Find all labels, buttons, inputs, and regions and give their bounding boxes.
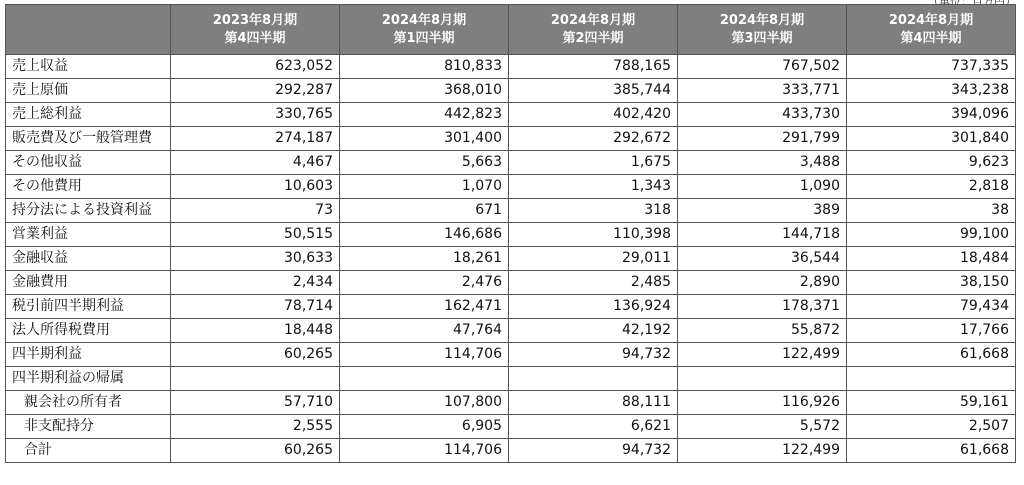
table-cell: 144,718 [678, 223, 847, 247]
table-cell: 333,771 [678, 79, 847, 103]
table-cell: 55,872 [678, 319, 847, 343]
table-cell: 292,672 [509, 127, 678, 151]
table-row [6, 367, 1016, 391]
row-label: 販売費及び一般管理費 [6, 127, 171, 151]
table-cell: 60,265 [171, 343, 340, 367]
row-label: その他費用 [6, 175, 171, 199]
table-cell: 2,818 [847, 175, 1016, 199]
table-cell: 3,488 [678, 151, 847, 175]
table-cell: 29,011 [509, 247, 678, 271]
table-cell: 2,476 [340, 271, 509, 295]
table-cell: 292,287 [171, 79, 340, 103]
table-row [6, 103, 1016, 127]
table-cell: 38,150 [847, 271, 1016, 295]
table-cell: 107,800 [340, 391, 509, 415]
table-cell: 10,603 [171, 175, 340, 199]
table-cell: 73 [171, 199, 340, 223]
table-cell: 79,434 [847, 295, 1016, 319]
table-cell: 110,398 [509, 223, 678, 247]
table-cell: 50,515 [171, 223, 340, 247]
table-cell: 114,706 [340, 343, 509, 367]
table-cell: 88,111 [509, 391, 678, 415]
table-cell: 94,732 [509, 343, 678, 367]
table-row [6, 439, 1016, 463]
table-cell: 1,070 [340, 175, 509, 199]
table-row [6, 55, 1016, 79]
row-label: 金融収益 [6, 247, 171, 271]
table-cell [340, 367, 509, 391]
table-cell: 368,010 [340, 79, 509, 103]
column-header: 2023年8月期 第4四半期 [171, 5, 340, 55]
table-cell: 301,840 [847, 127, 1016, 151]
table-cell: 47,764 [340, 319, 509, 343]
table-cell: 178,371 [678, 295, 847, 319]
row-label: その他収益 [6, 151, 171, 175]
table-cell: 60,265 [171, 439, 340, 463]
table-cell: 385,744 [509, 79, 678, 103]
table-cell: 291,799 [678, 127, 847, 151]
header-corner [6, 5, 171, 55]
table-cell: 274,187 [171, 127, 340, 151]
row-label: 売上総利益 [6, 103, 171, 127]
table-cell: 162,471 [340, 295, 509, 319]
table-cell: 122,499 [678, 343, 847, 367]
table-cell: 42,192 [509, 319, 678, 343]
table-cell: 30,633 [171, 247, 340, 271]
row-label: 持分法による投資利益 [6, 199, 171, 223]
table-cell: 6,621 [509, 415, 678, 439]
table-cell: 9,623 [847, 151, 1016, 175]
table-row [6, 223, 1016, 247]
column-header: 2024年8月期 第4四半期 [847, 5, 1016, 55]
income-statement-table [5, 4, 1016, 463]
table-row [6, 319, 1016, 343]
table-cell: 1,343 [509, 175, 678, 199]
table-cell: 2,507 [847, 415, 1016, 439]
row-label: 税引前四半期利益 [6, 295, 171, 319]
table-row [6, 271, 1016, 295]
table-row [6, 175, 1016, 199]
row-label: 合計 [6, 439, 171, 463]
table-cell: 99,100 [847, 223, 1016, 247]
table-cell: 767,502 [678, 55, 847, 79]
table-row [6, 151, 1016, 175]
table-row [6, 415, 1016, 439]
row-label: 売上原価 [6, 79, 171, 103]
table-cell: 61,668 [847, 343, 1016, 367]
table-row [6, 79, 1016, 103]
table-cell [509, 367, 678, 391]
column-header: 2024年8月期 第3四半期 [678, 5, 847, 55]
table-cell: 5,572 [678, 415, 847, 439]
table-cell: 5,663 [340, 151, 509, 175]
column-header: 2024年8月期 第2四半期 [509, 5, 678, 55]
table-cell: 2,485 [509, 271, 678, 295]
row-label: 非支配持分 [6, 415, 171, 439]
table-cell: 36,544 [678, 247, 847, 271]
table-cell: 389 [678, 199, 847, 223]
table-cell: 116,926 [678, 391, 847, 415]
table-cell: 122,499 [678, 439, 847, 463]
row-label: 四半期利益の帰属 [6, 367, 171, 391]
row-label: 金融費用 [6, 271, 171, 295]
column-header: 2024年8月期 第1四半期 [340, 5, 509, 55]
table-cell: 18,484 [847, 247, 1016, 271]
table-cell: 737,335 [847, 55, 1016, 79]
table-cell: 59,161 [847, 391, 1016, 415]
table-cell: 18,448 [171, 319, 340, 343]
table-row [6, 343, 1016, 367]
table-cell: 788,165 [509, 55, 678, 79]
table-cell: 114,706 [340, 439, 509, 463]
table-cell: 318 [509, 199, 678, 223]
table-cell: 301,400 [340, 127, 509, 151]
row-label: 売上収益 [6, 55, 171, 79]
table-cell: 4,467 [171, 151, 340, 175]
table-cell: 810,833 [340, 55, 509, 79]
table-cell: 94,732 [509, 439, 678, 463]
table-cell: 2,890 [678, 271, 847, 295]
table-cell: 330,765 [171, 103, 340, 127]
table-cell: 136,924 [509, 295, 678, 319]
table-cell: 6,905 [340, 415, 509, 439]
table-cell [847, 367, 1016, 391]
table-cell: 433,730 [678, 103, 847, 127]
table-row [6, 199, 1016, 223]
table-cell: 61,668 [847, 439, 1016, 463]
row-label: 法人所得税費用 [6, 319, 171, 343]
table-cell: 1,675 [509, 151, 678, 175]
table-cell: 18,261 [340, 247, 509, 271]
header-row [6, 5, 1016, 55]
table-cell: 343,238 [847, 79, 1016, 103]
table-cell: 2,555 [171, 415, 340, 439]
table-row [6, 295, 1016, 319]
table-row [6, 247, 1016, 271]
table-cell: 1,090 [678, 175, 847, 199]
table-cell: 402,420 [509, 103, 678, 127]
table-row [6, 127, 1016, 151]
row-label: 親会社の所有者 [6, 391, 171, 415]
table-cell: 671 [340, 199, 509, 223]
table-cell: 38 [847, 199, 1016, 223]
table-cell: 623,052 [171, 55, 340, 79]
table-cell [678, 367, 847, 391]
table-cell: 394,096 [847, 103, 1016, 127]
table-cell: 2,434 [171, 271, 340, 295]
row-label: 四半期利益 [6, 343, 171, 367]
table-row [6, 391, 1016, 415]
row-label: 営業利益 [6, 223, 171, 247]
table-cell: 17,766 [847, 319, 1016, 343]
table-cell: 78,714 [171, 295, 340, 319]
table-cell: 442,823 [340, 103, 509, 127]
table-cell [171, 367, 340, 391]
table-cell: 57,710 [171, 391, 340, 415]
table-cell: 146,686 [340, 223, 509, 247]
